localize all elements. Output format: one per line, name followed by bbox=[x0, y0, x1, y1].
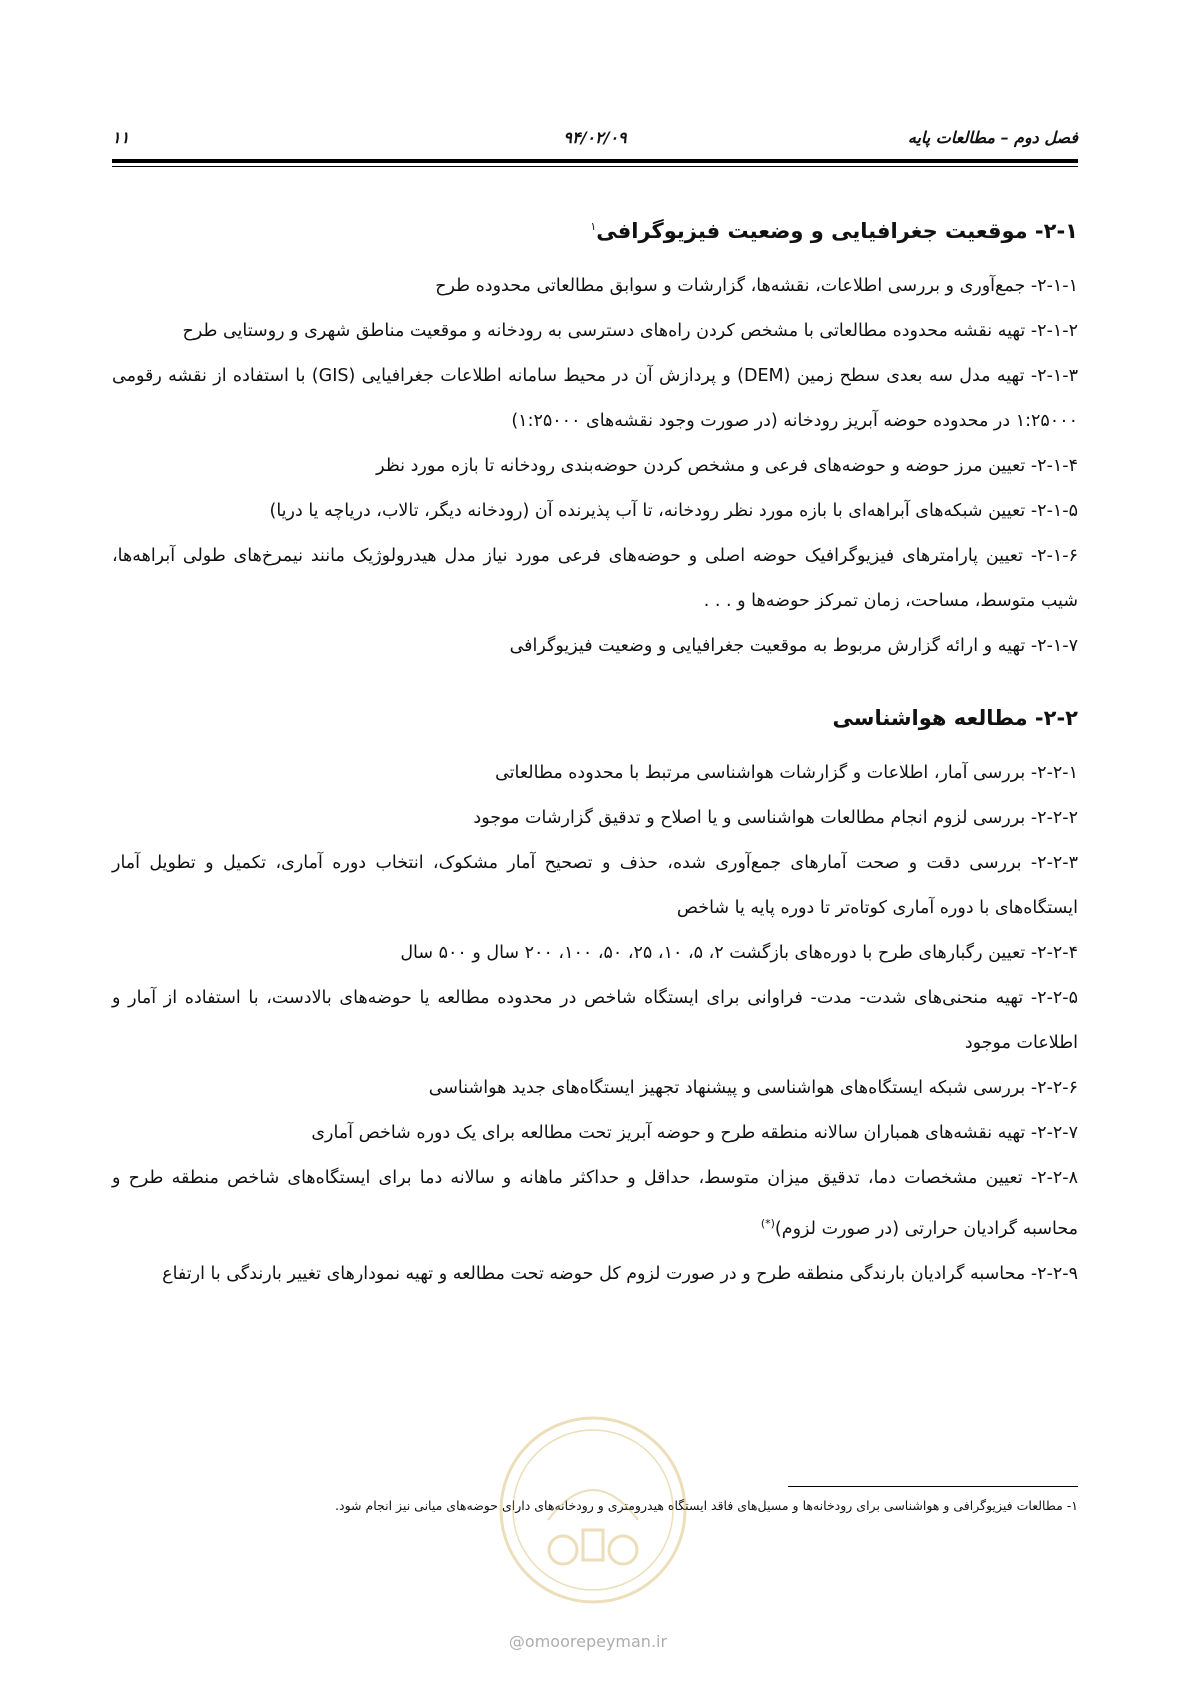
list-item: ۲-۲-۹- محاسبه گرادیان بارندگی منطقه طرح و در صورت لزوم کل حوضه تحت مطالعه و تهیه نمودارهای تغییر بارندگی با ارتفاع bbox=[162, 1263, 1078, 1284]
list-item: ۲-۱-۲- تهیه نقشه محدوده مطالعاتی با مشخص کردن راه‌های دسترسی به رودخانه و موقعیت مناطق شهری و روستایی طرح bbox=[182, 321, 1078, 341]
page-header bbox=[112, 128, 1078, 154]
list-item: ۲-۲-۱- بررسی آمار، اطلاعات و گزارشات هواشناسی مرتبط با محدوده مطالعاتی bbox=[495, 763, 1078, 783]
list-item: ۲-۲-۲- بررسی لزوم انجام مطالعات هواشناسی و یا اصلاح و تدقیق گزارشات موجود bbox=[473, 808, 1078, 828]
list-item-text: ۲-۲-۸- تعیین مشخصات دما، تدقیق میزان متوسط، حداقل و حداکثر ماهانه و سالانه دما برای ایستگاه‌های شاخص منطقه طرح و محاسبه گرادیان حرارتی (در صورت لزوم) bbox=[112, 1168, 1078, 1239]
list-item: ۲-۲-۳- بررسی دقت و صحت آمارهای جمع‌آوری شده، حذف و تصحیح آمار مشکوک، انتخاب دوره آماری، تکمیل و تطویل آمار ایستگاه‌های با دوره آماری کوتاه‌تر تا دوره پایه یا شاخص bbox=[112, 853, 1078, 918]
list-item: ۲-۲-۷- تهیه نقشه‌های همباران سالانه منطقه طرح و حوضه آبریز تحت مطالعه برای یک دوره شاخص آماری bbox=[311, 1123, 1078, 1143]
section-title-geography-text: ۲-۱- موقعیت جغرافیایی و وضعیت فیزیوگرافی bbox=[596, 219, 1078, 243]
footnote-reference: ۱ bbox=[590, 220, 597, 233]
section-title-meteorology: ۲-۲- مطالعه هواشناسی bbox=[832, 706, 1078, 730]
list-item: ۲-۱-۱- جمع‌آوری و بررسی اطلاعات، نقشه‌ها، گزارشات و سوابق مطالعاتی محدوده طرح bbox=[435, 276, 1078, 296]
list-item bbox=[112, 1156, 1078, 1252]
list-item: ۲-۲-۵- تهیه منحنی‌های شدت- مدت- فراوانی برای ایستگاه شاخص در محدوده مطالعه یا حوضه‌های بالادست، با استفاده از آمار و اطلاعات موجود bbox=[112, 988, 1078, 1053]
list-item: ۲-۲-۴- تعیین رگبارهای طرح با دوره‌های بازگشت ۲، ۵، ۱۰، ۲۵، ۵۰، ۱۰۰، ۲۰۰ سال و ۵۰۰ سال bbox=[400, 943, 1078, 963]
list-item: ۲-۱-۷- تهیه و ارائه گزارش مربوط به موقعیت جغرافیایی و وضعیت فیزیوگرافی bbox=[509, 636, 1078, 656]
header-rule-thick bbox=[112, 159, 1078, 163]
footnote-divider bbox=[788, 1486, 1078, 1487]
watermark-url: @omoorepeyman.ir bbox=[508, 1632, 668, 1651]
list-item: ۲-۱-۳- تهیه مدل سه بعدی سطح زمین (DEM) و پردازش آن در محیط سامانه اطلاعات جغرافیایی (GIS) با استفاده از نقشه رقومی ۱:۲۵۰۰۰ در محدوده حوضه آبریز رودخانه (در صورت وجود نقشه‌های ۱:۲۵۰۰۰) bbox=[112, 366, 1078, 431]
list-item: ۲-۱-۴- تعیین مرز حوضه و حوضه‌های فرعی و مشخص کردن حوضه‌بندی رودخانه تا بازه مورد نظر bbox=[376, 456, 1078, 476]
watermark-logo bbox=[488, 1400, 698, 1630]
header-rule-thin bbox=[112, 166, 1078, 167]
list-item: ۲-۲-۶- بررسی شبکه ایستگاه‌های هواشناسی و پیشنهاد تجهیز ایستگاه‌های جدید هواشناسی bbox=[428, 1078, 1078, 1098]
section-title-geography bbox=[112, 210, 1078, 248]
footnote: ۱- مطالعات فیزیوگرافی و هواشناسی برای رودخانه‌ها و مسیل‌های فاقد ایستگاه هیدرومتری و رودخانه‌های دارای حوضه‌های میانی نیز انجام شود. bbox=[335, 1498, 1078, 1513]
main-content bbox=[112, 210, 1078, 1297]
chapter-title: فصل دوم – مطالعات پایه bbox=[907, 128, 1078, 147]
header-date: ۹۴/۰۲/۰۹ bbox=[563, 128, 627, 147]
asterisk-mark: (*) bbox=[760, 1217, 775, 1230]
list-item: ۲-۱-۵- تعیین شبکه‌های آبراهه‌ای با بازه مورد نظر رودخانه، تا آب پذیرنده آن (رودخانه دیگر، تالاب، دریاچه یا دریا) bbox=[269, 501, 1078, 521]
list-item: ۲-۱-۶- تعیین پارامترهای فیزیوگرافیک حوضه اصلی و حوضه‌های فرعی مورد نیاز مدل هیدرولوژیک مانند نیمرخ‌های طولی آبراهه‌ها، شیب متوسط، مساحت، زمان تمرکز حوضه‌ها و . . . bbox=[112, 546, 1078, 611]
page-number: ۱۱ bbox=[112, 128, 130, 147]
